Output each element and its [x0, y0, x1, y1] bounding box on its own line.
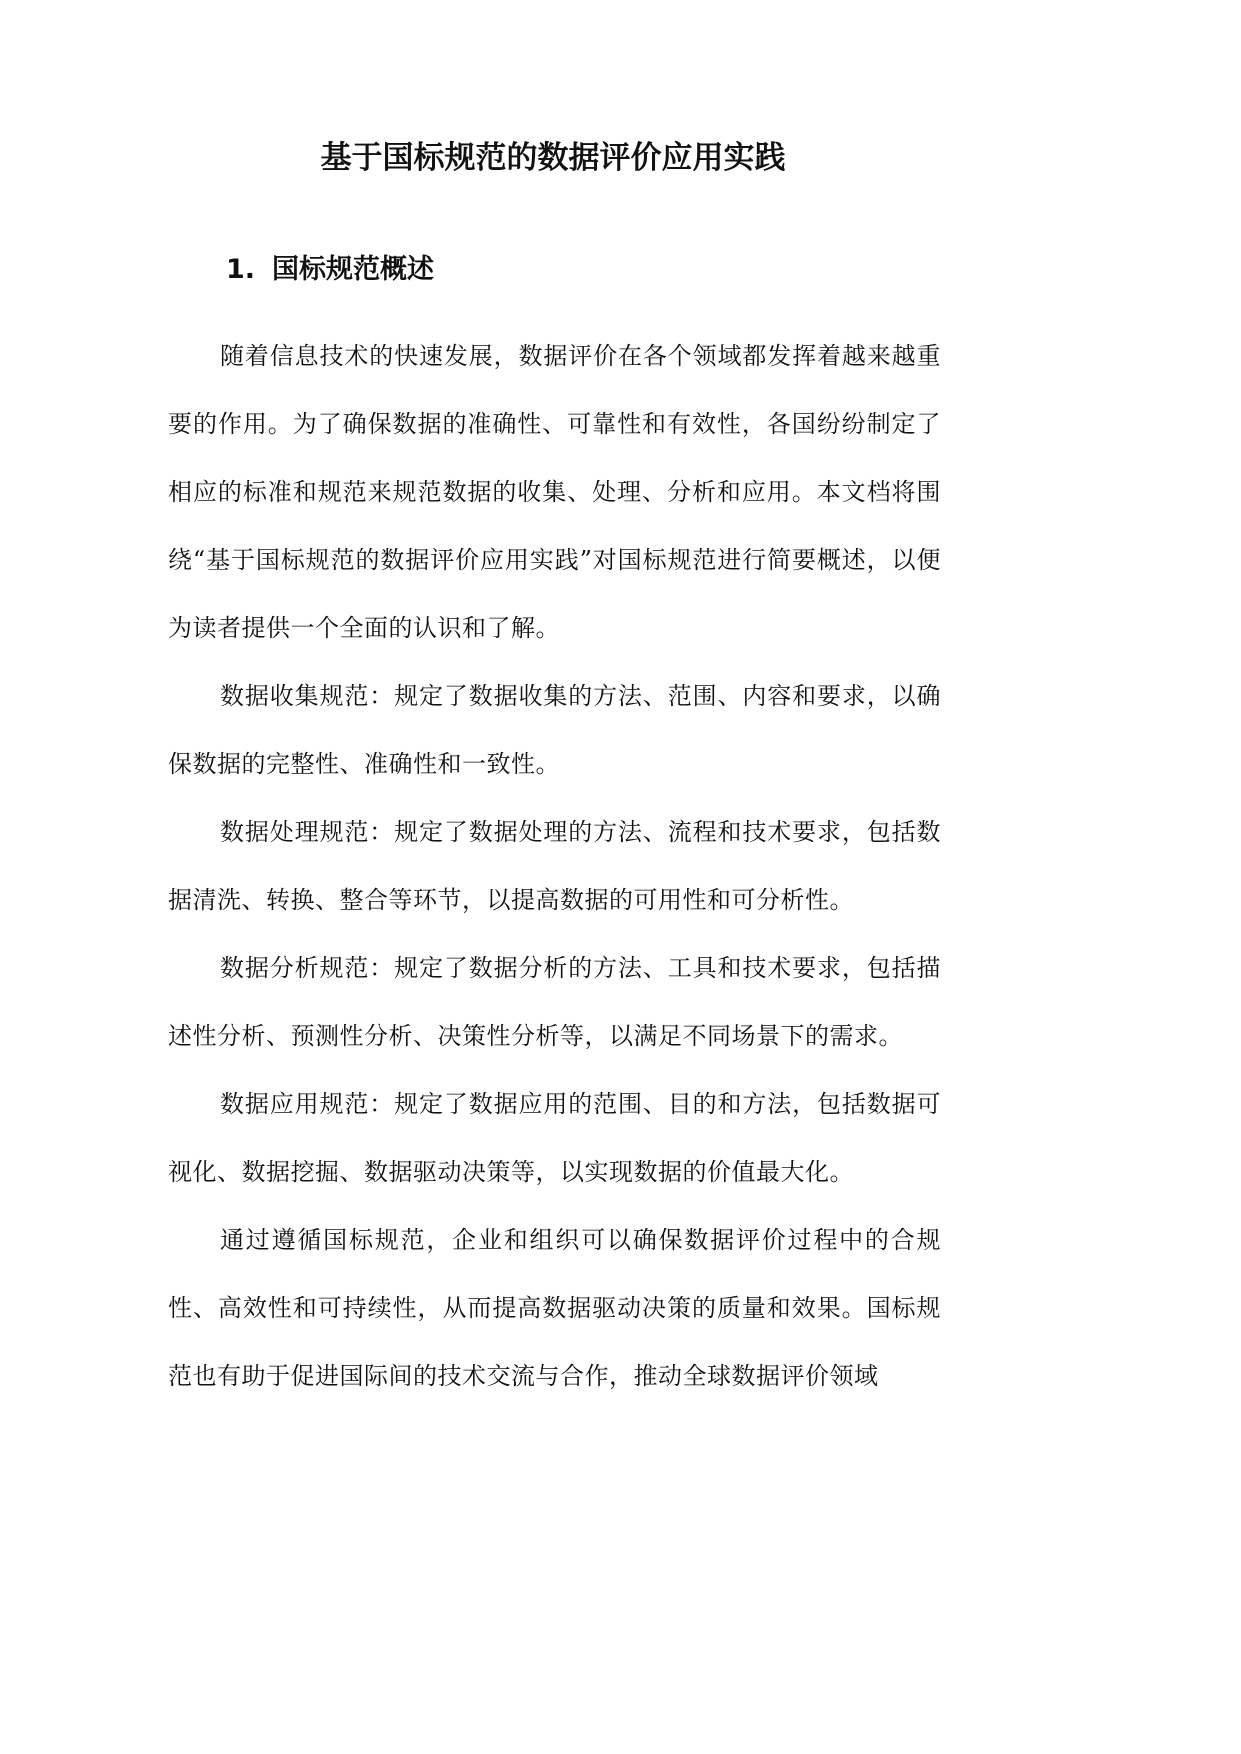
paragraph-analysis-spec: 数据分析规范：规定了数据分析的方法、工具和技术要求，包括描述性分析、预测性分析、决策性分析等，以满足不同场景下的需求。 — [168, 954, 941, 1050]
section-heading — [226, 248, 434, 292]
paragraph-application-spec: 数据应用规范：规定了数据应用的范围、目的和方法，包括数据可视化、数据挖掘、数据驱动决策等，以实现数据的价值最大化。 — [168, 1090, 941, 1186]
paragraph-processing-spec: 数据处理规范：规定了数据处理的方法、流程和技术要求，包括数据清洗、转换、整合等环节，以提高数据的可用性和可分析性。 — [168, 818, 941, 914]
paragraph-collection-spec: 数据收集规范：规定了数据收集的方法、范围、内容和要求，以确保数据的完整性、准确性和一致性。 — [168, 682, 941, 778]
document-body — [168, 322, 941, 1410]
paragraph-conclusion: 通过遵循国标规范，企业和组织可以确保数据评价过程中的合规性、高效性和可持续性，从而提高数据驱动决策的质量和效果。国标规范也有助于促进国际间的技术交流与合作，推动全球数据评价领域 — [168, 1226, 941, 1390]
section-title: 国标规范概述 — [272, 254, 434, 285]
document-title: 基于国标规范的数据评价应用实践 — [320, 140, 786, 176]
section-number: 1. — [226, 254, 256, 285]
paragraph-intro: 随着信息技术的快速发展，数据评价在各个领域都发挥着越来越重要的作用。为了确保数据的准确性、可靠性和有效性，各国纷纷制定了相应的标准和规范来规范数据的收集、处理、分析和应用。本文档将围绕“基于国标规范的数据评价应用实践”对国标规范进行简要概述，以便为读者提供一个全面的认识和了解。 — [168, 342, 941, 642]
